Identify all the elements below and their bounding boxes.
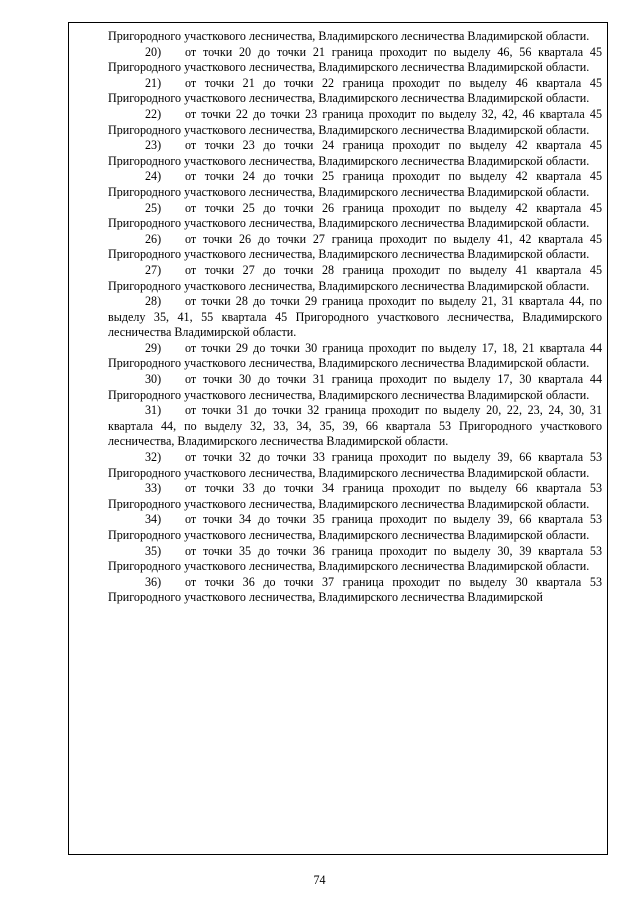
paragraph-number: 22)	[145, 106, 162, 121]
paragraph-text: от точки 23 до точки 24 граница проходит по выделу 42 квартала 45 Пригородного участкового лесничества, Владимирского лесничества Владимирской области.	[108, 138, 602, 168]
paragraph-number: 35)	[145, 543, 162, 558]
paragraph-text: от точки 33 до точки 34 граница проходит по выделу 66 квартала 53 Пригородного участкового лесничества, Владимирского лесничества Владимирской области.	[108, 481, 602, 511]
page-number: 74	[313, 873, 326, 887]
lead-paragraph: Пригородного участкового лесничества, Владимирского лесничества Владимирской области.	[108, 29, 590, 43]
paragraph-text: от точки 35 до точки 36 граница проходит по выделу 30, 39 квартала 53 Пригородного участкового лесничества, Владимирского лесничества Владимирской области.	[108, 543, 602, 574]
paragraph-number: 21)	[145, 75, 162, 90]
paragraph-text: от точки 27 до точки 28 граница проходит по выделу 41 квартала 45 Пригородного участкового лесничества, Владимирского лесничества Владимирской области.	[108, 262, 602, 293]
paragraph-text: от точки 34 до точки 35 граница проходит по выделу 39, 66 квартала 53 Пригородного участкового лесничества, Владимирского лесничества Владимирской области.	[108, 512, 602, 542]
paragraph-text: от точки 21 до точки 22 граница проходит по выделу 46 квартала 45 Пригородного участкового лесничества, Владимирского лесничества Владимирской области.	[108, 75, 602, 106]
paragraph-number: 29)	[145, 340, 162, 355]
paragraph-text: от точки 22 до точки 23 граница проходит по выделу 32, 42, 46 квартала 45 Пригородного участкового лесничества, Владимирского лесничества Владимирской области.	[108, 106, 602, 137]
boundary-paragraph	[108, 201, 602, 232]
paragraph-text: от точки 29 до точки 30 граница проходит по выделу 17, 18, 21 квартала 44 Пригородного участкового лесничества, Владимирского лесничества Владимирской области.	[108, 340, 602, 371]
paragraph-number: 27)	[145, 262, 162, 277]
paragraph-number: 34)	[145, 512, 162, 527]
boundary-paragraph	[108, 294, 602, 341]
boundary-paragraph	[108, 544, 602, 575]
boundary-paragraph	[108, 450, 602, 481]
boundary-paragraph	[108, 138, 602, 169]
boundary-paragraph	[108, 76, 602, 107]
boundary-paragraph	[108, 169, 602, 200]
boundary-paragraph	[108, 263, 602, 294]
paragraph-text: от точки 26 до точки 27 граница проходит по выделу 41, 42 квартала 45 Пригородного участкового лесничества, Владимирского лесничества Владимирской области.	[108, 231, 602, 262]
boundary-paragraph	[108, 372, 602, 403]
paragraph-text: от точки 30 до точки 31 граница проходит по выделу 17, 30 квартала 44 Пригородного участкового лесничества, Владимирского лесничества Владимирской области.	[108, 372, 602, 402]
page-frame	[68, 22, 608, 855]
paragraph-number: 26)	[145, 231, 162, 246]
paragraph-number: 20)	[145, 44, 162, 59]
paragraph-number: 32)	[145, 450, 162, 465]
paragraph-text: от точки 20 до точки 21 граница проходит по выделу 46, 56 квартала 45 Пригородного участкового лесничества, Владимирского лесничества Владимирской области.	[108, 44, 602, 75]
paragraph-text: от точки 32 до точки 33 граница проходит по выделу 39, 66 квартала 53 Пригородного участкового лесничества, Владимирского лесничества Владимирской области.	[108, 450, 602, 480]
boundary-paragraph	[108, 403, 602, 450]
paragraph-number: 25)	[145, 200, 162, 215]
paragraph-number: 36)	[145, 574, 162, 589]
paragraph-number: 23)	[145, 138, 162, 153]
paragraph-number: 33)	[145, 481, 162, 496]
paragraph-number: 28)	[145, 294, 162, 309]
boundary-paragraph	[108, 232, 602, 263]
paragraph-text: от точки 24 до точки 25 граница проходит по выделу 42 квартала 45 Пригородного участкового лесничества, Владимирского лесничества Владимирской области.	[108, 169, 602, 199]
paragraph-text: от точки 31 до точки 32 граница проходит по выделу 20, 22, 23, 24, 30, 31 квартала 44, по выделу 32, 33, 34, 35, 39, 66 квартала 53 Пригородного участкового лесничества, Владимирского лесничества Владимирской области.	[108, 403, 602, 449]
boundary-paragraph	[108, 575, 602, 606]
paragraph-number: 31)	[145, 403, 162, 418]
paragraph-text: от точки 36 до точки 37 граница проходит по выделу 30 квартала 53 Пригородного участкового лесничества, Владимирского лесничества Владимирской	[108, 574, 602, 605]
paragraph-number: 24)	[145, 169, 162, 184]
paragraph-number: 30)	[145, 372, 162, 387]
boundary-paragraph	[108, 481, 602, 512]
paragraph-text: от точки 25 до точки 26 граница проходит по выделу 42 квартала 45 Пригородного участкового лесничества, Владимирского лесничества Владимирской области.	[108, 200, 602, 231]
boundary-paragraph	[108, 45, 602, 76]
boundary-paragraph	[108, 341, 602, 372]
document-body	[108, 29, 602, 606]
paragraph-text: от точки 28 до точки 29 граница проходит по выделу 21, 31 квартала 44, по выделу 35, 41, 55 квартала 45 Пригородного участкового лесничества, Владимирского лесничества Владимирской области.	[108, 294, 602, 340]
boundary-paragraph	[108, 512, 602, 543]
boundary-paragraph	[108, 107, 602, 138]
